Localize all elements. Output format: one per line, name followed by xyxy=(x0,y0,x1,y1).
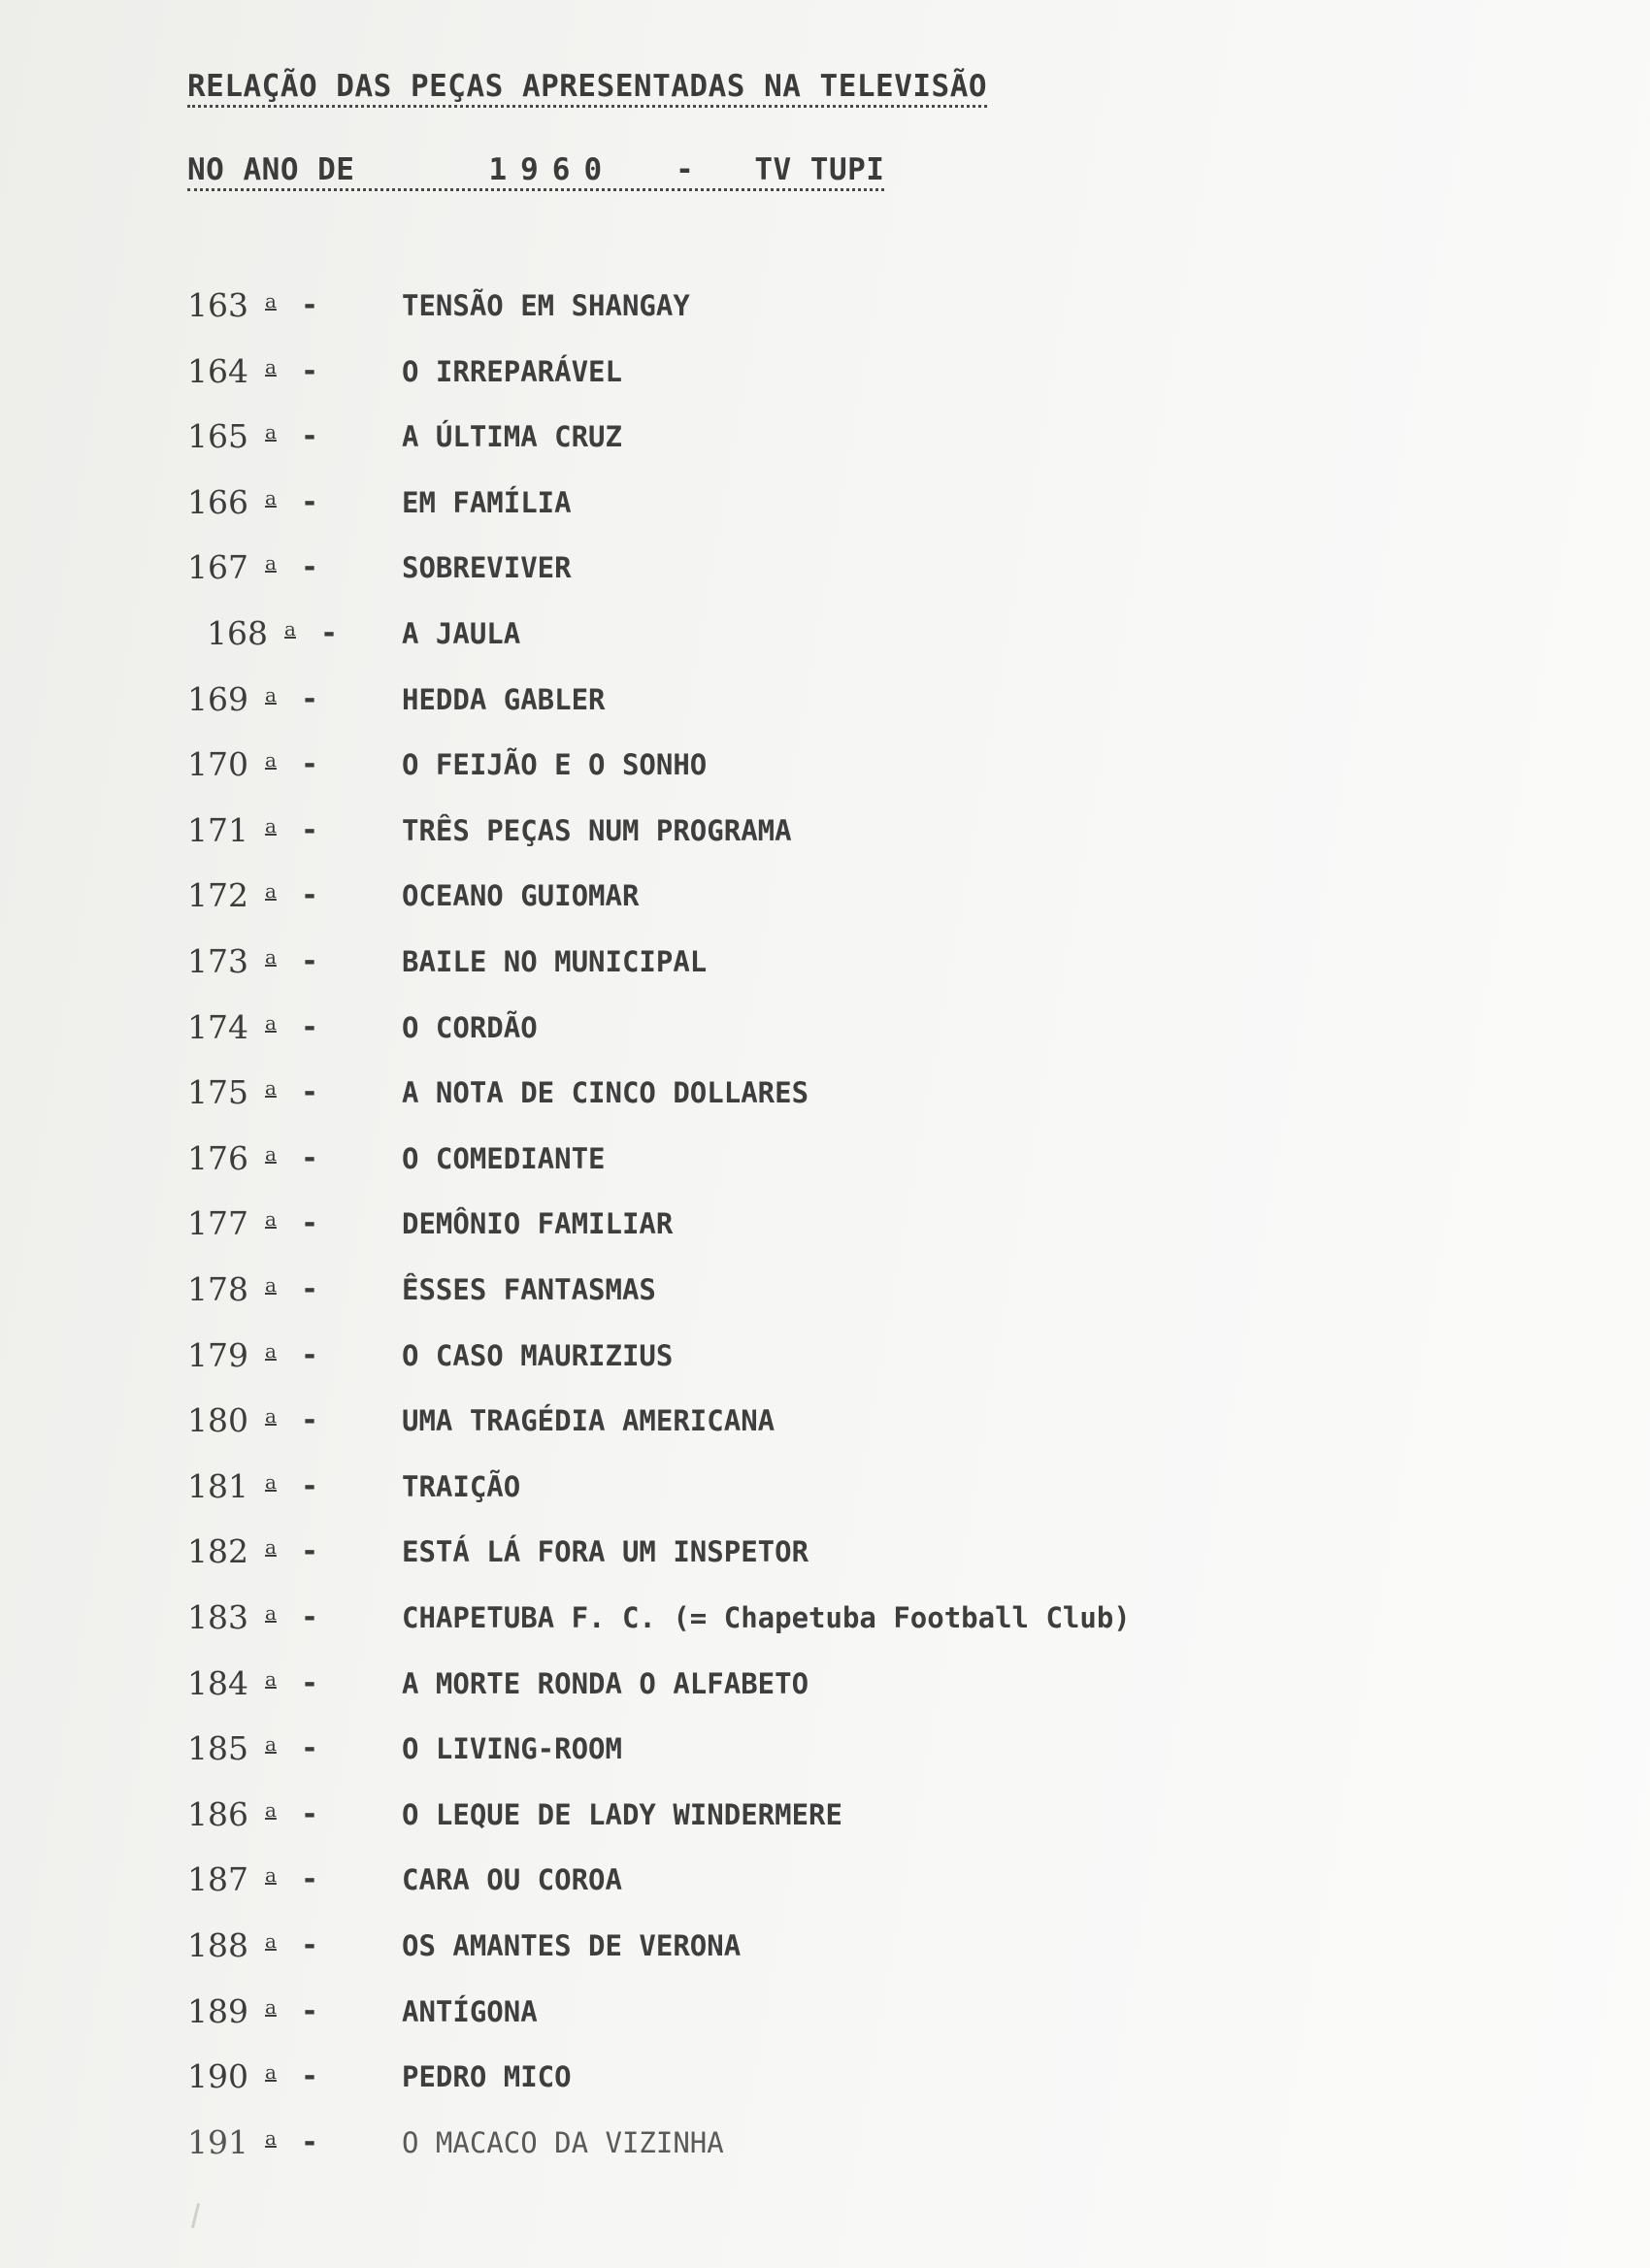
list-item xyxy=(0,281,1359,330)
entry-number: 182 xyxy=(187,1532,248,1571)
entry-dash: - xyxy=(301,1140,319,1175)
entry-number: 176 xyxy=(187,1138,248,1177)
entry-title: EM FAMÍLIA xyxy=(402,485,572,519)
list-item xyxy=(0,412,1359,461)
entry-title: O LEQUE DE LADY WINDERMERE xyxy=(402,1797,842,1831)
entry-dash: - xyxy=(301,812,319,847)
list-item xyxy=(0,740,1359,789)
entry-dash: - xyxy=(301,1206,319,1241)
entry-number: 188 xyxy=(187,1926,248,1964)
entry-number: 169 xyxy=(187,679,248,718)
entry-title: TENSÃO EM SHANGAY xyxy=(402,289,690,322)
entry-dash: - xyxy=(301,2059,319,2094)
entry-ordinal: a xyxy=(265,879,277,904)
list-item xyxy=(0,478,1359,527)
entry-dash: - xyxy=(301,1468,319,1503)
entry-number: 165 xyxy=(187,417,248,456)
entry-title: O MACACO DA VIZINHA xyxy=(402,2125,724,2159)
list-item xyxy=(0,1134,1359,1183)
entry-ordinal: a xyxy=(265,551,277,575)
entry-number: 170 xyxy=(187,745,248,784)
entry-title: DEMÔNIO FAMILIAR xyxy=(402,1207,674,1241)
entry-dash: - xyxy=(301,944,319,978)
entry-number: 189 xyxy=(187,1991,248,2030)
entry-ordinal: a xyxy=(265,420,277,444)
list-item xyxy=(0,1594,1359,1642)
entry-title: CARA OU COROA xyxy=(402,1863,622,1897)
entry-ordinal: a xyxy=(265,2125,277,2150)
entry-title: A ÚLTIMA CRUZ xyxy=(402,420,622,454)
entry-title: O CORDÃO xyxy=(402,1010,538,1044)
entry-title: ÊSSES FANTASMAS xyxy=(402,1273,656,1306)
entry-dash: - xyxy=(301,1665,319,1700)
list-item xyxy=(0,1988,1359,2036)
entry-title: OCEANO GUIOMAR xyxy=(402,879,640,913)
entry-ordinal: a xyxy=(265,1141,277,1166)
entry-ordinal: a xyxy=(265,1338,277,1363)
entry-title: O CASO MAURIZIUS xyxy=(402,1338,674,1372)
entry-ordinal: a xyxy=(265,485,277,509)
entry-ordinal: a xyxy=(265,1010,277,1035)
entry-number: 173 xyxy=(187,942,248,980)
entry-ordinal: a xyxy=(265,1535,277,1560)
entry-number: 177 xyxy=(187,1204,248,1243)
channel-name: TV TUPI xyxy=(754,152,885,187)
entry-title: UMA TRAGÉDIA AMERICANA xyxy=(402,1404,776,1438)
entry-number: 184 xyxy=(187,1663,248,1702)
entry-ordinal: a xyxy=(265,1732,277,1757)
entry-number: 190 xyxy=(187,2057,248,2096)
entry-ordinal: a xyxy=(265,1404,277,1429)
entry-ordinal: a xyxy=(265,1797,277,1822)
entry-ordinal: a xyxy=(265,1469,277,1494)
entry-dash: - xyxy=(301,1993,319,2028)
entry-ordinal: a xyxy=(265,2060,277,2085)
list-item xyxy=(0,1068,1359,1117)
year-value: 1960 xyxy=(488,152,616,187)
entry-dash: - xyxy=(301,747,319,782)
entry-ordinal: a xyxy=(265,1601,277,1625)
paper-mark xyxy=(191,2203,200,2228)
entry-title: O FEIJÃO E O SONHO xyxy=(402,748,708,782)
list-item xyxy=(0,1397,1359,1445)
list-item xyxy=(0,1463,1359,1511)
entry-dash: - xyxy=(301,1009,319,1044)
entry-title: ESTÁ LÁ FORA UM INSPETOR xyxy=(402,1535,809,1569)
list-item xyxy=(0,1660,1359,1708)
entry-title: A MORTE RONDA O ALFABETO xyxy=(402,1666,809,1700)
entry-number: 178 xyxy=(187,1270,248,1308)
year-line xyxy=(187,153,884,191)
entry-dash: - xyxy=(301,1928,319,1962)
entry-title: A NOTA DE CINCO DOLLARES xyxy=(402,1076,809,1110)
list-item xyxy=(0,1528,1359,1576)
entry-title: O IRREPARÁVEL xyxy=(402,354,622,388)
entry-dash: - xyxy=(301,419,319,454)
entry-dash: - xyxy=(301,1862,319,1897)
entry-dash: - xyxy=(301,681,319,716)
entry-dash: - xyxy=(301,550,319,585)
entry-title: TRAIÇÃO xyxy=(402,1469,521,1503)
entry-title: SOBREVIVER xyxy=(402,551,572,585)
list-item xyxy=(0,675,1359,724)
list-item xyxy=(0,2119,1359,2167)
entry-number: 167 xyxy=(187,548,248,587)
entry-number: 166 xyxy=(187,482,248,521)
entry-number: 183 xyxy=(187,1598,248,1636)
entry-dash: - xyxy=(301,1403,319,1438)
entry-title: OS AMANTES DE VERONA xyxy=(402,1929,742,1962)
list-item xyxy=(0,543,1359,592)
document-title: RELAÇÃO DAS PEÇAS APRESENTADAS NA TELEVISÃO xyxy=(187,70,987,108)
entry-number: 191 xyxy=(187,2122,248,2161)
entry-title: O LIVING-ROOM xyxy=(402,1732,622,1766)
entry-ordinal: a xyxy=(265,682,277,707)
list-item xyxy=(0,1922,1359,1970)
list-item xyxy=(0,1200,1359,1248)
entry-ordinal: a xyxy=(265,1076,277,1101)
entry-number: 187 xyxy=(187,1860,248,1899)
entry-title: TRÊS PEÇAS NUM PROGRAMA xyxy=(402,813,792,847)
entry-dash: - xyxy=(301,484,319,519)
entry-number: 163 xyxy=(187,286,248,324)
entry-number: 171 xyxy=(187,810,248,849)
entry-dash: - xyxy=(301,1272,319,1306)
list-item xyxy=(0,1331,1359,1380)
entry-dash: - xyxy=(301,1075,319,1110)
entry-ordinal: a xyxy=(265,289,277,312)
list-item xyxy=(0,806,1359,855)
list-item xyxy=(0,347,1359,396)
list-item xyxy=(0,609,1359,658)
entry-ordinal: a xyxy=(284,617,296,641)
entry-title: HEDDA GABLER xyxy=(402,682,606,716)
list-item xyxy=(0,1791,1359,1839)
entry-ordinal: a xyxy=(265,945,277,969)
entry-dash: - xyxy=(301,1534,319,1569)
entry-ordinal: a xyxy=(265,1273,277,1297)
entry-ordinal: a xyxy=(265,1666,277,1691)
entry-number: 186 xyxy=(187,1794,248,1833)
year-separator: - xyxy=(676,152,695,187)
entry-ordinal: a xyxy=(265,1207,277,1232)
entry-number: 179 xyxy=(187,1335,248,1374)
list-item xyxy=(0,871,1359,920)
year-prefix: NO ANO DE xyxy=(187,152,355,187)
entry-ordinal: a xyxy=(265,748,277,772)
list-item xyxy=(0,1856,1359,1904)
entry-number: 172 xyxy=(187,876,248,915)
entry-dash: - xyxy=(301,1600,319,1634)
entry-number: 180 xyxy=(187,1401,248,1440)
entry-dash: - xyxy=(301,288,319,322)
entry-ordinal: a xyxy=(265,354,277,378)
list-item xyxy=(0,1003,1359,1052)
entry-number: 181 xyxy=(187,1466,248,1505)
entry-title: A JAULA xyxy=(402,617,521,650)
entry-ordinal: a xyxy=(265,813,277,838)
entry-dash: - xyxy=(301,2124,319,2159)
entry-number: 175 xyxy=(187,1073,248,1112)
list-item xyxy=(0,937,1359,986)
entry-number: 164 xyxy=(187,351,248,390)
list-item xyxy=(0,1265,1359,1314)
entry-ordinal: a xyxy=(265,1863,277,1888)
entry-ordinal: a xyxy=(265,1929,277,1953)
entry-number: 185 xyxy=(187,1729,248,1768)
entry-title: PEDRO MICO xyxy=(402,2060,572,2094)
entry-dash: - xyxy=(301,1337,319,1372)
list-item xyxy=(0,2053,1359,2101)
entry-dash: - xyxy=(301,1731,319,1766)
entry-title: O COMEDIANTE xyxy=(402,1141,606,1175)
entry-title: CHAPETUBA F. C. (= Chapetuba Football Club) xyxy=(402,1601,1131,1634)
entry-title: BAILE NO MUNICIPAL xyxy=(402,945,708,978)
entry-dash: - xyxy=(301,353,319,388)
list-item xyxy=(0,1725,1359,1773)
entry-title: ANTÍGONA xyxy=(402,1994,538,2028)
entry-number: 174 xyxy=(187,1007,248,1046)
entry-number: 168 xyxy=(207,614,268,652)
entry-dash: - xyxy=(320,616,339,650)
entry-dash: - xyxy=(301,878,319,913)
entry-dash: - xyxy=(301,1796,319,1831)
entry-ordinal: a xyxy=(265,1994,277,2019)
